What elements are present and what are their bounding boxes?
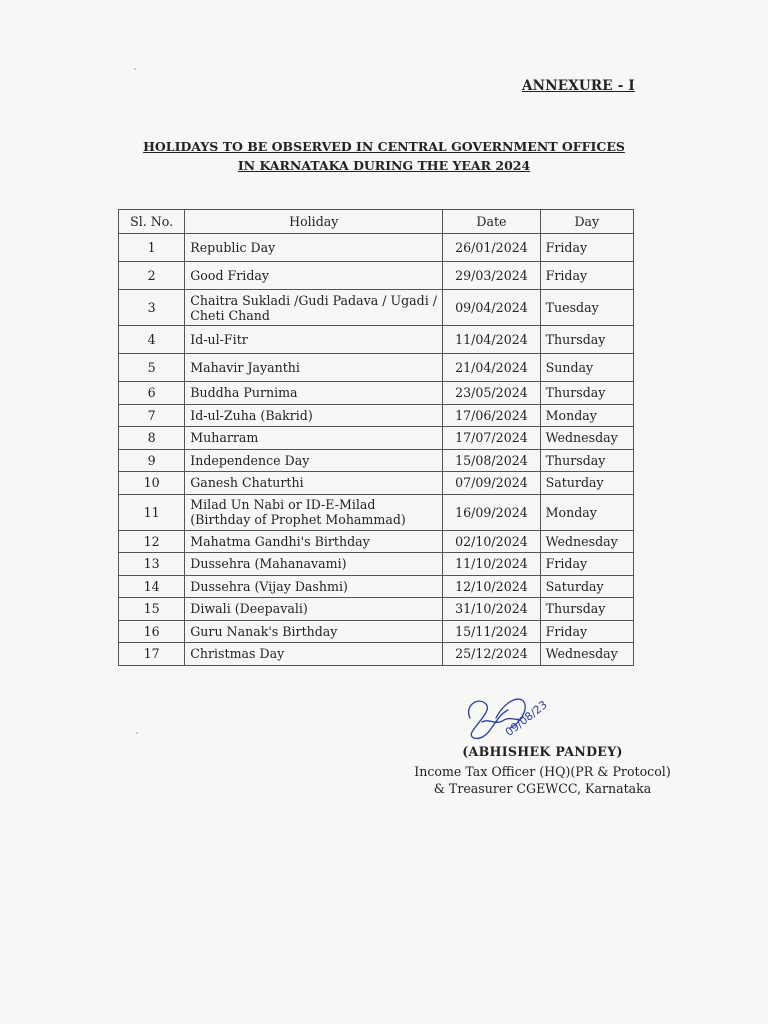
table-row xyxy=(119,449,634,472)
holiday-date-cell: 15/08/2024 xyxy=(443,449,540,472)
sl-no-cell: 9 xyxy=(119,449,185,472)
holiday-day-cell: Friday xyxy=(540,262,633,290)
sl-no-cell: 15 xyxy=(119,598,185,621)
sl-no-cell: 17 xyxy=(119,643,185,666)
holiday-date-cell: 31/10/2024 xyxy=(443,598,540,621)
holiday-name-cell: Republic Day xyxy=(185,234,443,262)
holiday-name-cell: Independence Day xyxy=(185,449,443,472)
table-row xyxy=(119,598,634,621)
sl-no-cell: 3 xyxy=(119,290,185,326)
table-row xyxy=(119,326,634,354)
sl-no-cell: 5 xyxy=(119,354,185,382)
table-row xyxy=(119,643,634,666)
holiday-day-cell: Tuesday xyxy=(540,290,633,326)
holiday-name-cell: Chaitra Sukladi /Gudi Padava / Ugadi / Cheti Chand xyxy=(185,290,443,326)
sl-no-cell: 2 xyxy=(119,262,185,290)
sl-no-cell: 11 xyxy=(119,494,185,530)
holiday-day-cell: Friday xyxy=(540,620,633,643)
table-row xyxy=(119,575,634,598)
table-row xyxy=(119,472,634,495)
table-header-row xyxy=(119,210,634,234)
signature xyxy=(456,688,566,746)
signatory-organisation: & Treasurer CGEWCC, Karnataka xyxy=(433,781,652,796)
table-row xyxy=(119,290,634,326)
holiday-date-cell: 29/03/2024 xyxy=(443,262,540,290)
table-row xyxy=(119,427,634,450)
signatory-name: (ABHISHEK PANDEY) xyxy=(462,744,623,759)
holiday-date-cell: 17/06/2024 xyxy=(443,404,540,427)
holiday-day-cell: Monday xyxy=(540,404,633,427)
sl-no-cell: 10 xyxy=(119,472,185,495)
sl-no-cell: 16 xyxy=(119,620,185,643)
holiday-name-cell: Id-ul-Zuha (Bakrid) xyxy=(185,404,443,427)
holiday-date-cell: 12/10/2024 xyxy=(443,575,540,598)
holiday-day-cell: Monday xyxy=(540,494,633,530)
holiday-name-cell: Dussehra (Mahanavami) xyxy=(185,553,443,576)
sl-no-cell: 7 xyxy=(119,404,185,427)
holiday-name-cell: Dussehra (Vijay Dashmi) xyxy=(185,575,443,598)
holiday-date-cell: 23/05/2024 xyxy=(443,382,540,405)
scan-speck xyxy=(134,68,136,70)
header-date: Date xyxy=(443,210,540,234)
table-body xyxy=(119,234,634,666)
holiday-name-cell: Good Friday xyxy=(185,262,443,290)
sl-no-cell: 8 xyxy=(119,427,185,450)
holiday-name-cell: Christmas Day xyxy=(185,643,443,666)
header-sl-no: Sl. No. xyxy=(119,210,185,234)
holiday-date-cell: 02/10/2024 xyxy=(443,530,540,553)
sl-no-cell: 6 xyxy=(119,382,185,405)
holiday-date-cell: 09/04/2024 xyxy=(443,290,540,326)
holiday-date-cell: 21/04/2024 xyxy=(443,354,540,382)
holiday-date-cell: 15/11/2024 xyxy=(443,620,540,643)
table-row xyxy=(119,494,634,530)
holiday-day-cell: Wednesday xyxy=(540,643,633,666)
holiday-day-cell: Friday xyxy=(540,553,633,576)
table-row xyxy=(119,234,634,262)
holiday-day-cell: Thursday xyxy=(540,598,633,621)
holiday-date-cell: 11/10/2024 xyxy=(443,553,540,576)
sl-no-cell: 14 xyxy=(119,575,185,598)
table-row xyxy=(119,404,634,427)
holiday-date-cell: 16/09/2024 xyxy=(443,494,540,530)
table-row xyxy=(119,354,634,382)
holiday-day-cell: Friday xyxy=(540,234,633,262)
holiday-name-cell: Ganesh Chaturthi xyxy=(185,472,443,495)
annexure-label: ANNEXURE - I xyxy=(522,78,635,94)
sl-no-cell: 12 xyxy=(119,530,185,553)
signature-date: 09/08/23 xyxy=(502,698,550,739)
sl-no-cell: 13 xyxy=(119,553,185,576)
table-row xyxy=(119,262,634,290)
holiday-name-cell: Muharram xyxy=(185,427,443,450)
scan-speck xyxy=(136,732,138,734)
sl-no-cell: 4 xyxy=(119,326,185,354)
table-row xyxy=(119,530,634,553)
header-day: Day xyxy=(540,210,633,234)
holiday-day-cell: Saturday xyxy=(540,472,633,495)
holiday-name-cell: Mahavir Jayanthi xyxy=(185,354,443,382)
sl-no-cell: 1 xyxy=(119,234,185,262)
holiday-day-cell: Thursday xyxy=(540,382,633,405)
holiday-name-cell: Diwali (Deepavali) xyxy=(185,598,443,621)
heading-line-2: IN KARNATAKA DURING THE YEAR 2024 xyxy=(237,158,531,173)
table-row xyxy=(119,620,634,643)
signatory-designation: Income Tax Officer (HQ)(PR & Protocol) xyxy=(414,764,671,779)
holiday-date-cell: 11/04/2024 xyxy=(443,326,540,354)
holiday-name-cell: Id-ul-Fitr xyxy=(185,326,443,354)
holiday-date-cell: 17/07/2024 xyxy=(443,427,540,450)
holiday-table xyxy=(118,209,634,666)
holiday-name-cell: Milad Un Nabi or ID-E-Milad (Birthday of Prophet Mohammad) xyxy=(185,494,443,530)
holiday-date-cell: 26/01/2024 xyxy=(443,234,540,262)
holiday-date-cell: 07/09/2024 xyxy=(443,472,540,495)
heading-line-1: HOLIDAYS TO BE OBSERVED IN CENTRAL GOVERNMENT OFFICES xyxy=(143,139,625,154)
table-row xyxy=(119,553,634,576)
holiday-day-cell: Sunday xyxy=(540,354,633,382)
document-heading xyxy=(100,137,668,175)
holiday-date-cell: 25/12/2024 xyxy=(443,643,540,666)
holiday-name-cell: Buddha Purnima xyxy=(185,382,443,405)
table-row xyxy=(119,382,634,405)
header-holiday: Holiday xyxy=(185,210,443,234)
holiday-day-cell: Wednesday xyxy=(540,427,633,450)
holiday-name-cell: Guru Nanak's Birthday xyxy=(185,620,443,643)
holiday-name-cell: Mahatma Gandhi's Birthday xyxy=(185,530,443,553)
holiday-day-cell: Saturday xyxy=(540,575,633,598)
holiday-day-cell: Thursday xyxy=(540,326,633,354)
holiday-day-cell: Wednesday xyxy=(540,530,633,553)
holiday-day-cell: Thursday xyxy=(540,449,633,472)
